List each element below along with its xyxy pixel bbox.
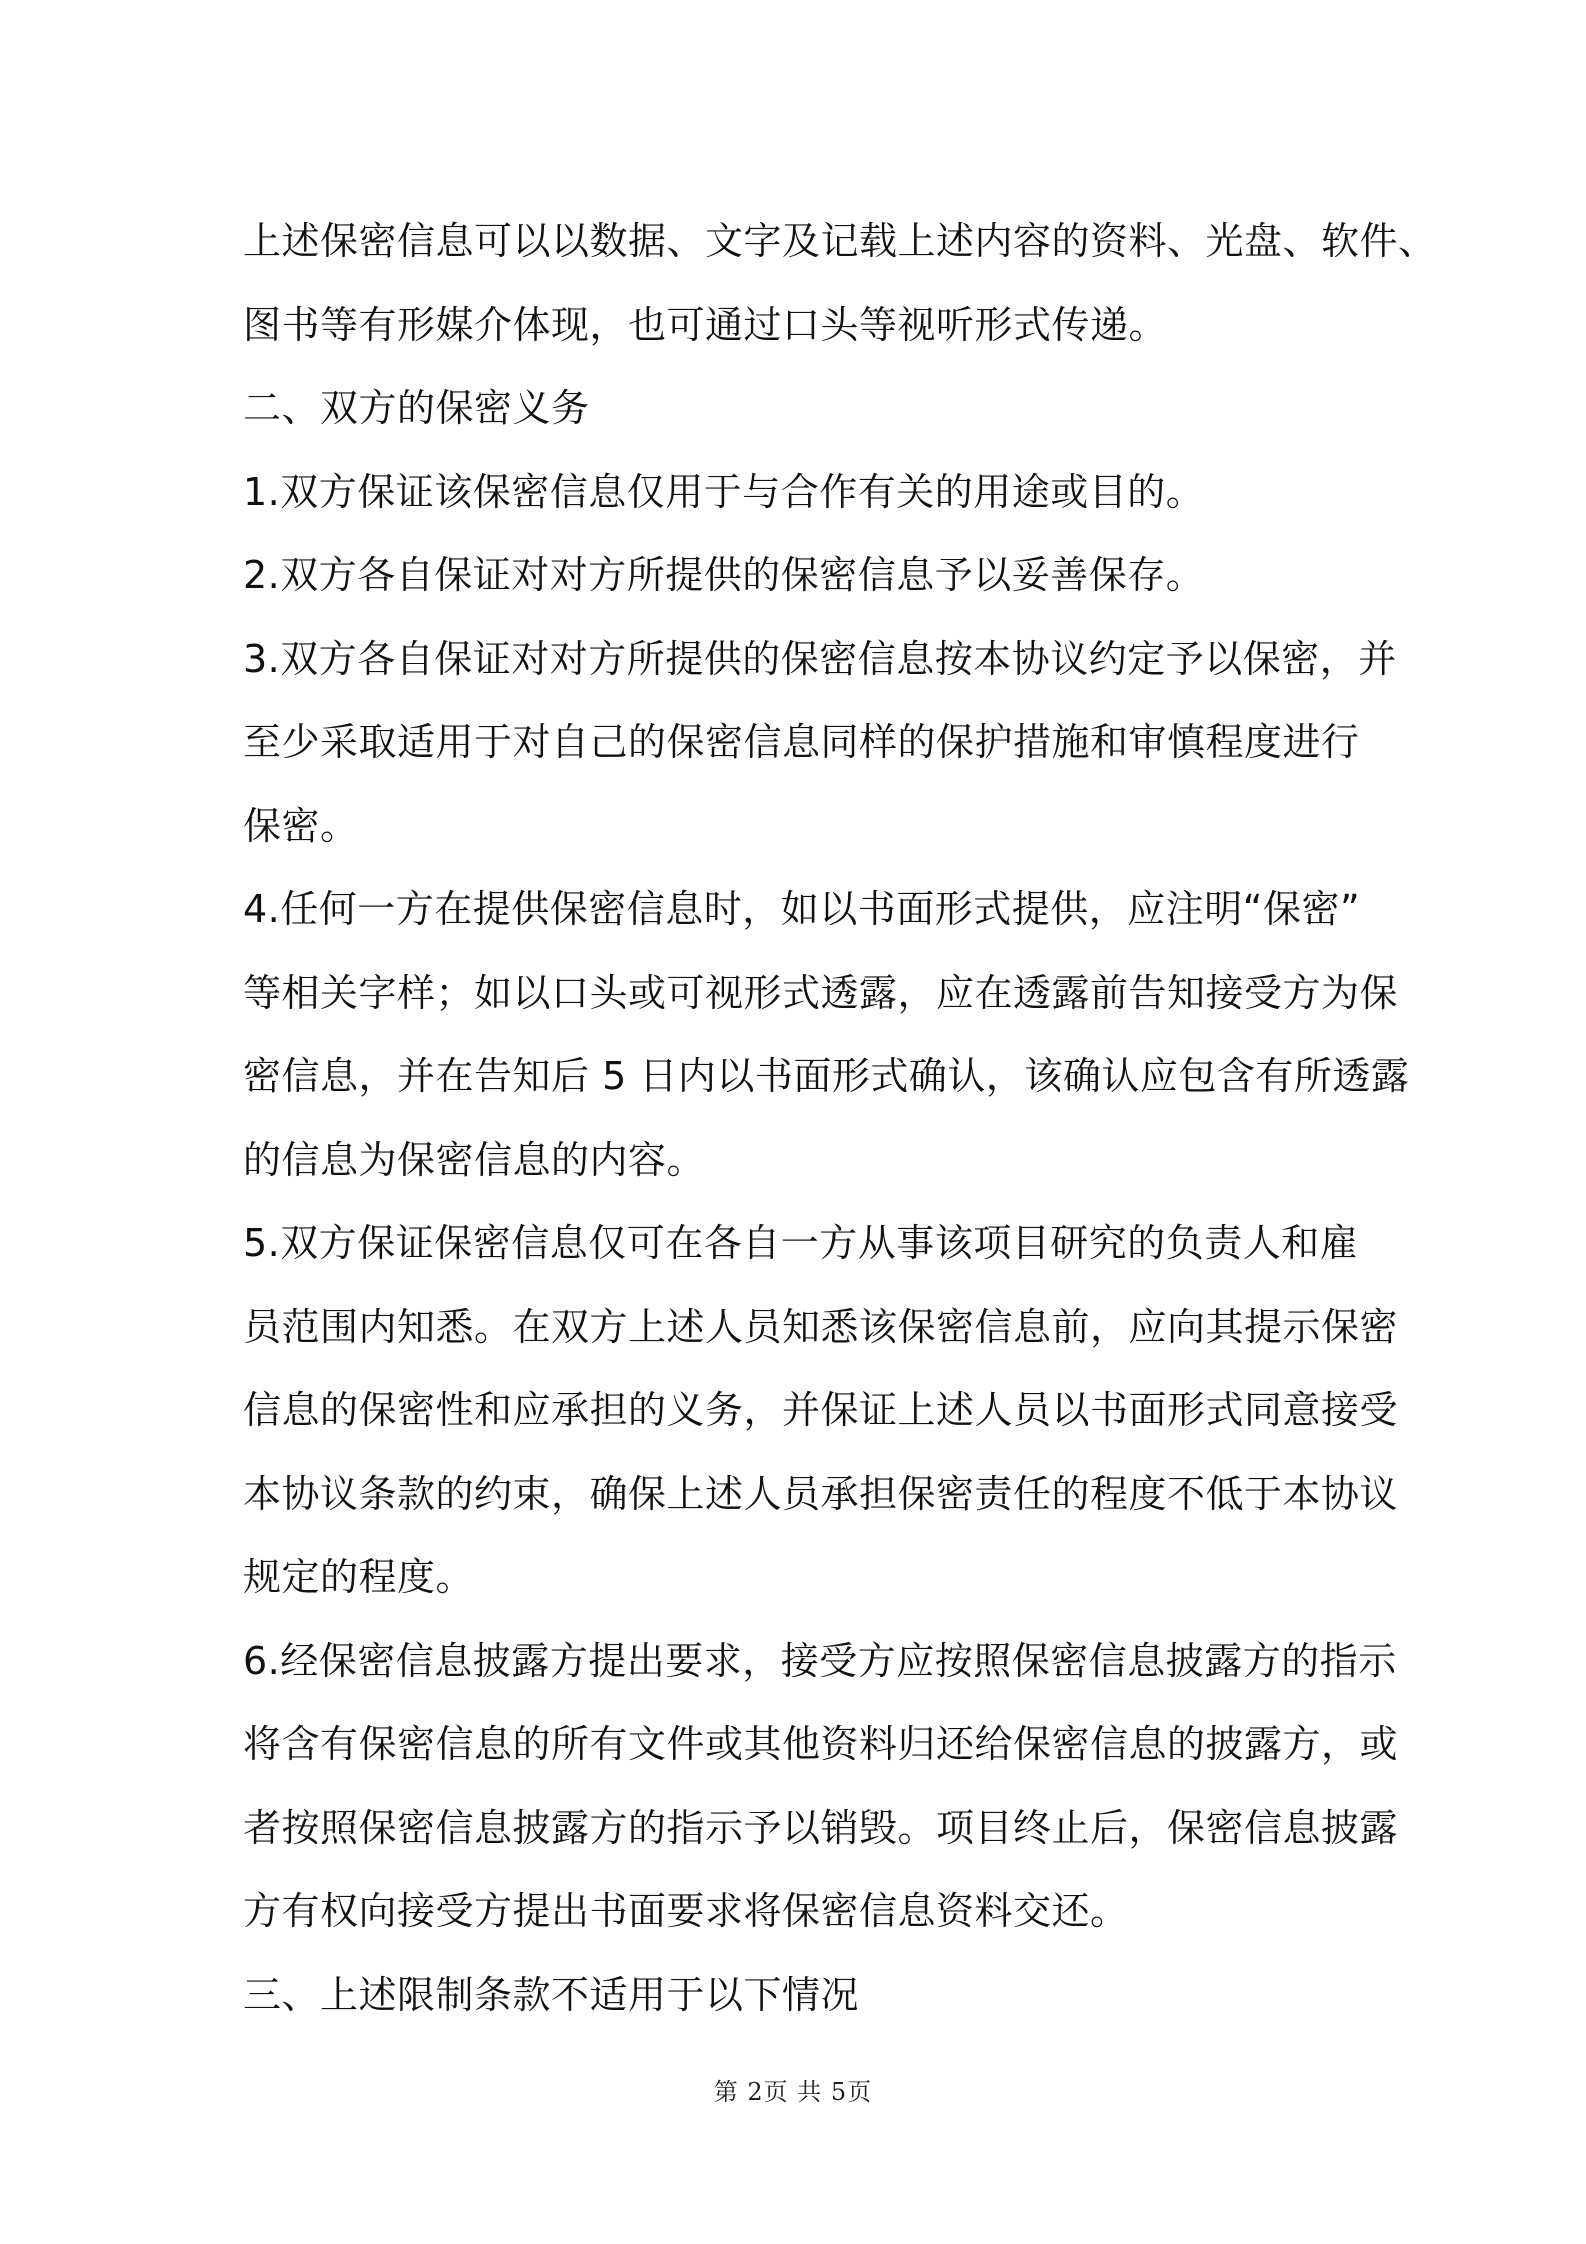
clause-1: 1.双方保证该保密信息仅用于与合作有关的用途或目的。 <box>243 469 1205 514</box>
clause-4: 4.任何一方在提供保密信息时，如以书面形式提供，应注明“保密” <box>243 887 1361 931</box>
text-line: 等相关字样；如以口头或可视形式透露，应在透露前告知接受方为保 <box>243 970 1399 1015</box>
clause-6: 6.经保密信息披露方提出要求，接受方应按照保密信息披露方的指示 <box>243 1638 1397 1683</box>
document-body <box>243 200 1437 2037</box>
text-line: 者按照保密信息披露方的指示予以销毁。项目终止后，保密信息披露 <box>243 1805 1399 1850</box>
text-line: 将含有保密信息的所有文件或其他资料归还给保密信息的披露方，或 <box>243 1722 1399 1766</box>
text-line: 信息的保密性和应承担的义务，并保证上述人员以书面形式同意接受 <box>243 1388 1399 1432</box>
page-number: 第 2页 共 5页 <box>713 2078 873 2106</box>
clause-5: 5.双方保证保密信息仅可在各自一方从事该项目研究的负责人和雇 <box>243 1221 1359 1265</box>
section-heading: 二、双方的保密义务 <box>243 386 590 430</box>
clause-3: 3.双方各自保证对对方所提供的保密信息按本协议约定予以保密，并 <box>243 636 1397 681</box>
text-line: 规定的程度。 <box>243 1555 475 1599</box>
clause-2: 2.双方各自保证对对方所提供的保密信息予以妥善保存。 <box>243 553 1205 597</box>
text-line: 上述保密信息可以以数据、文字及记载上述内容的资料、光盘、软件、 <box>243 219 1437 263</box>
text-line: 员范围内知悉。在双方上述人员知悉该保密信息前，应向其提示保密 <box>243 1304 1399 1349</box>
text-line: 图书等有形媒介体现，也可通过口头等视听形式传递。 <box>243 302 1168 347</box>
text-line: 的信息为保密信息的内容。 <box>243 1137 706 1182</box>
text-line: 方有权向接受方提出书面要求将保密信息资料交还。 <box>243 1889 1129 1933</box>
text-line: 保密。 <box>243 803 359 848</box>
text-line: 本协议条款的约束，确保上述人员承担保密责任的程度不低于本协议 <box>243 1471 1399 1516</box>
text-line: 至少采取适用于对自己的保密信息同样的保护措施和审慎程度进行 <box>243 720 1360 764</box>
text-line: 密信息，并在告知后 5 日内以书面形式确认，该确认应包含有所透露 <box>243 1054 1410 1098</box>
section-heading: 三、上述限制条款不适用于以下情况 <box>243 1972 860 2017</box>
